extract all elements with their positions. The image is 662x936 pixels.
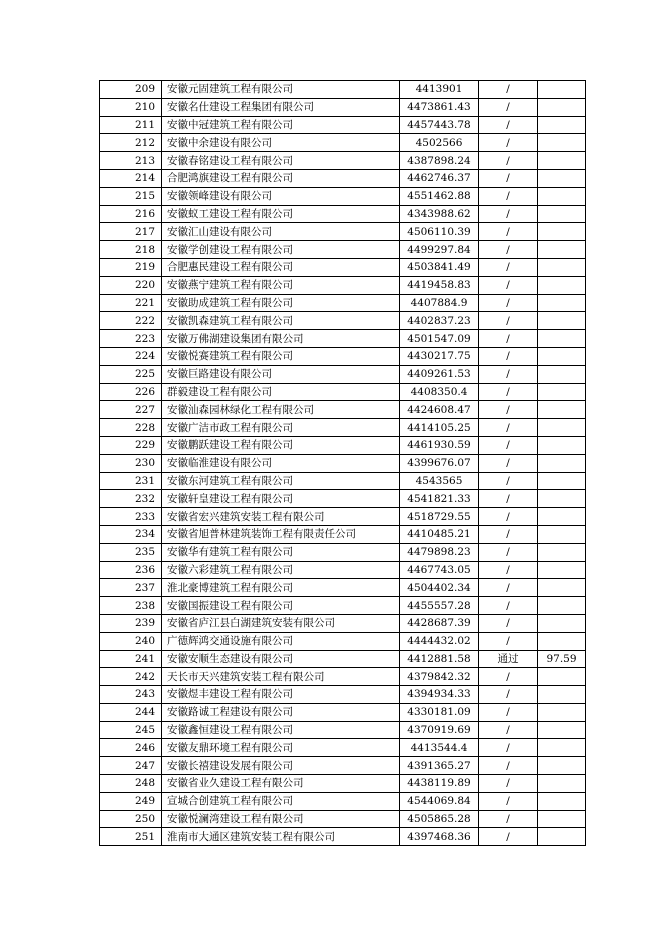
bid-price: 4479898.23 bbox=[400, 543, 479, 561]
row-number: 212 bbox=[100, 134, 162, 152]
row-number: 235 bbox=[100, 543, 162, 561]
review-result: / bbox=[479, 757, 538, 775]
table-body bbox=[100, 81, 586, 846]
row-number: 221 bbox=[100, 294, 162, 312]
score bbox=[538, 276, 586, 294]
table-row bbox=[100, 490, 586, 508]
review-result: / bbox=[479, 472, 538, 490]
score bbox=[538, 401, 586, 419]
bid-price: 4455557.28 bbox=[400, 597, 479, 615]
review-result: / bbox=[479, 419, 538, 437]
bid-price: 4544069.84 bbox=[400, 792, 479, 810]
score bbox=[538, 668, 586, 686]
row-number: 226 bbox=[100, 383, 162, 401]
table-row bbox=[100, 579, 586, 597]
row-number: 238 bbox=[100, 597, 162, 615]
review-result: / bbox=[479, 401, 538, 419]
company-name: 安徽名仕建设工程集团有限公司 bbox=[162, 98, 400, 116]
bid-price: 4504402.34 bbox=[400, 579, 479, 597]
company-name: 安徽中余建设有限公司 bbox=[162, 134, 400, 152]
company-name: 安徽鹏跃建设工程有限公司 bbox=[162, 436, 400, 454]
table-row bbox=[100, 241, 586, 259]
company-name: 安徽煜丰建设工程有限公司 bbox=[162, 686, 400, 704]
company-name: 安徽广洁市政工程有限公司 bbox=[162, 419, 400, 437]
row-number: 236 bbox=[100, 561, 162, 579]
row-number: 210 bbox=[100, 98, 162, 116]
review-result: / bbox=[479, 686, 538, 704]
table-row bbox=[100, 258, 586, 276]
company-name: 安徽华有建筑工程有限公司 bbox=[162, 543, 400, 561]
review-result: / bbox=[479, 98, 538, 116]
bid-price: 4413544.4 bbox=[400, 739, 479, 757]
row-number: 232 bbox=[100, 490, 162, 508]
row-number: 223 bbox=[100, 330, 162, 348]
review-result: / bbox=[479, 152, 538, 170]
bid-price: 4407884.9 bbox=[400, 294, 479, 312]
score bbox=[538, 187, 586, 205]
row-number: 220 bbox=[100, 276, 162, 294]
row-number: 239 bbox=[100, 614, 162, 632]
row-number: 231 bbox=[100, 472, 162, 490]
table-row bbox=[100, 436, 586, 454]
table-row bbox=[100, 187, 586, 205]
row-number: 246 bbox=[100, 739, 162, 757]
table-row bbox=[100, 347, 586, 365]
score bbox=[538, 419, 586, 437]
company-name: 安徽中冠建筑工程有限公司 bbox=[162, 116, 400, 134]
bid-price: 4501547.09 bbox=[400, 330, 479, 348]
row-number: 230 bbox=[100, 454, 162, 472]
bid-price: 4428687.39 bbox=[400, 614, 479, 632]
table-row bbox=[100, 775, 586, 793]
bid-price: 4473861.43 bbox=[400, 98, 479, 116]
bid-price: 4503841.49 bbox=[400, 258, 479, 276]
company-name: 安徽友鼎环境工程有限公司 bbox=[162, 739, 400, 757]
bid-price: 4499297.84 bbox=[400, 241, 479, 259]
company-name: 安徽汕森园林绿化工程有限公司 bbox=[162, 401, 400, 419]
company-name: 安徽助成建筑工程有限公司 bbox=[162, 294, 400, 312]
review-result: / bbox=[479, 614, 538, 632]
table-row bbox=[100, 330, 586, 348]
bid-price: 4430217.75 bbox=[400, 347, 479, 365]
row-number: 251 bbox=[100, 828, 162, 846]
score bbox=[538, 508, 586, 526]
score bbox=[538, 757, 586, 775]
bid-price: 4408350.4 bbox=[400, 383, 479, 401]
company-name: 天长市天兴建筑安装工程有限公司 bbox=[162, 668, 400, 686]
table-row bbox=[100, 525, 586, 543]
table-row bbox=[100, 632, 586, 650]
company-name: 安徽万佛湖建设集团有限公司 bbox=[162, 330, 400, 348]
table-row bbox=[100, 792, 586, 810]
bid-price: 4551462.88 bbox=[400, 187, 479, 205]
row-number: 237 bbox=[100, 579, 162, 597]
review-result: / bbox=[479, 579, 538, 597]
company-name: 安徽春铭建设工程有限公司 bbox=[162, 152, 400, 170]
review-result: / bbox=[479, 739, 538, 757]
bid-price: 4457443.78 bbox=[400, 116, 479, 134]
score bbox=[538, 792, 586, 810]
company-name: 宣城合创建筑工程有限公司 bbox=[162, 792, 400, 810]
company-name: 安徽轩皇建设工程有限公司 bbox=[162, 490, 400, 508]
table-row bbox=[100, 828, 586, 846]
table-row bbox=[100, 668, 586, 686]
table-row bbox=[100, 134, 586, 152]
row-number: 211 bbox=[100, 116, 162, 134]
score bbox=[538, 775, 586, 793]
bid-price: 4397468.36 bbox=[400, 828, 479, 846]
review-result: / bbox=[479, 792, 538, 810]
review-result: / bbox=[479, 116, 538, 134]
review-result: / bbox=[479, 312, 538, 330]
bid-price: 4462746.37 bbox=[400, 169, 479, 187]
row-number: 213 bbox=[100, 152, 162, 170]
table-row bbox=[100, 810, 586, 828]
company-name: 安徽蚁工建设工程有限公司 bbox=[162, 205, 400, 223]
bid-price: 4467743.05 bbox=[400, 561, 479, 579]
table-row bbox=[100, 561, 586, 579]
table-row bbox=[100, 205, 586, 223]
score bbox=[538, 436, 586, 454]
row-number: 224 bbox=[100, 347, 162, 365]
row-number: 227 bbox=[100, 401, 162, 419]
review-result: / bbox=[479, 668, 538, 686]
score bbox=[538, 543, 586, 561]
bid-price: 4391365.27 bbox=[400, 757, 479, 775]
row-number: 215 bbox=[100, 187, 162, 205]
score bbox=[538, 258, 586, 276]
table-row bbox=[100, 81, 586, 99]
row-number: 245 bbox=[100, 721, 162, 739]
review-result: / bbox=[479, 543, 538, 561]
review-result: / bbox=[479, 241, 538, 259]
review-result: / bbox=[479, 205, 538, 223]
review-result: / bbox=[479, 561, 538, 579]
bid-price: 4419458.83 bbox=[400, 276, 479, 294]
company-name: 淮北豪博建筑工程有限公司 bbox=[162, 579, 400, 597]
review-result: / bbox=[479, 721, 538, 739]
table-row bbox=[100, 401, 586, 419]
bid-price: 4502566 bbox=[400, 134, 479, 152]
company-name: 安徽临淮建设有限公司 bbox=[162, 454, 400, 472]
bid-price: 4424608.47 bbox=[400, 401, 479, 419]
company-name: 安徽悦澜湾建设工程有限公司 bbox=[162, 810, 400, 828]
company-name: 安徽领峰建设有限公司 bbox=[162, 187, 400, 205]
row-number: 250 bbox=[100, 810, 162, 828]
review-result: / bbox=[479, 365, 538, 383]
company-name: 合肥鸿旗建设工程有限公司 bbox=[162, 169, 400, 187]
table-row bbox=[100, 757, 586, 775]
row-number: 247 bbox=[100, 757, 162, 775]
bid-price: 4414105.25 bbox=[400, 419, 479, 437]
table-row bbox=[100, 98, 586, 116]
table-row bbox=[100, 543, 586, 561]
row-number: 248 bbox=[100, 775, 162, 793]
score bbox=[538, 241, 586, 259]
score bbox=[538, 828, 586, 846]
score bbox=[538, 365, 586, 383]
table-row bbox=[100, 597, 586, 615]
review-result: / bbox=[479, 828, 538, 846]
bid-price: 4379842.32 bbox=[400, 668, 479, 686]
review-result: / bbox=[479, 810, 538, 828]
score bbox=[538, 632, 586, 650]
bid-price: 4330181.09 bbox=[400, 703, 479, 721]
company-name: 广德辉鸿交通设施有限公司 bbox=[162, 632, 400, 650]
score bbox=[538, 294, 586, 312]
score: 97.59 bbox=[538, 650, 586, 668]
table-row bbox=[100, 223, 586, 241]
score bbox=[538, 703, 586, 721]
review-result: / bbox=[479, 169, 538, 187]
company-name: 安徽燕宁建筑工程有限公司 bbox=[162, 276, 400, 294]
company-name: 安徽长禧建设发展有限公司 bbox=[162, 757, 400, 775]
table-row bbox=[100, 686, 586, 704]
table-row bbox=[100, 454, 586, 472]
company-name: 安徽路诚工程建设有限公司 bbox=[162, 703, 400, 721]
company-name: 安徽鑫恒建设工程有限公司 bbox=[162, 721, 400, 739]
bid-price: 4387898.24 bbox=[400, 152, 479, 170]
table-row bbox=[100, 169, 586, 187]
review-result: 通过 bbox=[479, 650, 538, 668]
company-name: 安徽国振建设工程有限公司 bbox=[162, 597, 400, 615]
company-name: 安徽省宏兴建筑安装工程有限公司 bbox=[162, 508, 400, 526]
row-number: 225 bbox=[100, 365, 162, 383]
company-name: 合肥惠民建设工程有限公司 bbox=[162, 258, 400, 276]
row-number: 222 bbox=[100, 312, 162, 330]
score bbox=[538, 223, 586, 241]
bid-price: 4438119.89 bbox=[400, 775, 479, 793]
row-number: 234 bbox=[100, 525, 162, 543]
row-number: 233 bbox=[100, 508, 162, 526]
review-result: / bbox=[479, 330, 538, 348]
score bbox=[538, 347, 586, 365]
review-result: / bbox=[479, 436, 538, 454]
review-result: / bbox=[479, 597, 538, 615]
score bbox=[538, 472, 586, 490]
table-row bbox=[100, 508, 586, 526]
row-number: 240 bbox=[100, 632, 162, 650]
bid-price: 4518729.55 bbox=[400, 508, 479, 526]
company-name: 群毅建设工程有限公司 bbox=[162, 383, 400, 401]
score bbox=[538, 597, 586, 615]
review-result: / bbox=[479, 347, 538, 365]
review-result: / bbox=[479, 508, 538, 526]
score bbox=[538, 205, 586, 223]
review-result: / bbox=[479, 703, 538, 721]
score bbox=[538, 721, 586, 739]
score bbox=[538, 614, 586, 632]
bid-results-table bbox=[99, 80, 586, 846]
score bbox=[538, 739, 586, 757]
row-number: 214 bbox=[100, 169, 162, 187]
bid-price: 4541821.33 bbox=[400, 490, 479, 508]
score bbox=[538, 525, 586, 543]
table-row bbox=[100, 294, 586, 312]
review-result: / bbox=[479, 632, 538, 650]
score bbox=[538, 312, 586, 330]
review-result: / bbox=[479, 81, 538, 99]
review-result: / bbox=[479, 223, 538, 241]
review-result: / bbox=[479, 775, 538, 793]
row-number: 244 bbox=[100, 703, 162, 721]
review-result: / bbox=[479, 258, 538, 276]
bid-price: 4461930.59 bbox=[400, 436, 479, 454]
table-row bbox=[100, 116, 586, 134]
review-result: / bbox=[479, 134, 538, 152]
table-row bbox=[100, 703, 586, 721]
table-row bbox=[100, 650, 586, 668]
bid-price: 4505865.28 bbox=[400, 810, 479, 828]
bid-price: 4394934.33 bbox=[400, 686, 479, 704]
company-name: 安徽省业久建设工程有限公司 bbox=[162, 775, 400, 793]
bid-price: 4444432.02 bbox=[400, 632, 479, 650]
table-row bbox=[100, 419, 586, 437]
company-name: 安徽省旭普林建筑装饰工程有限责任公司 bbox=[162, 525, 400, 543]
bid-price: 4543565 bbox=[400, 472, 479, 490]
table-row bbox=[100, 739, 586, 757]
row-number: 249 bbox=[100, 792, 162, 810]
company-name: 安徽汇山建设有限公司 bbox=[162, 223, 400, 241]
row-number: 218 bbox=[100, 241, 162, 259]
score bbox=[538, 383, 586, 401]
row-number: 217 bbox=[100, 223, 162, 241]
score bbox=[538, 490, 586, 508]
table-row bbox=[100, 614, 586, 632]
company-name: 安徽巨路建设有限公司 bbox=[162, 365, 400, 383]
review-result: / bbox=[479, 454, 538, 472]
score bbox=[538, 579, 586, 597]
score bbox=[538, 116, 586, 134]
row-number: 216 bbox=[100, 205, 162, 223]
bid-price: 4506110.39 bbox=[400, 223, 479, 241]
table-row bbox=[100, 721, 586, 739]
company-name: 安徽东河建筑工程有限公司 bbox=[162, 472, 400, 490]
review-result: / bbox=[479, 187, 538, 205]
company-name: 淮南市大通区建筑安装工程有限公司 bbox=[162, 828, 400, 846]
table-row bbox=[100, 312, 586, 330]
bid-price: 4343988.62 bbox=[400, 205, 479, 223]
table-row bbox=[100, 365, 586, 383]
row-number: 243 bbox=[100, 686, 162, 704]
review-result: / bbox=[479, 490, 538, 508]
bid-price: 4402837.23 bbox=[400, 312, 479, 330]
table-row bbox=[100, 276, 586, 294]
score bbox=[538, 98, 586, 116]
company-name: 安徽悦赛建筑工程有限公司 bbox=[162, 347, 400, 365]
score bbox=[538, 686, 586, 704]
row-number: 229 bbox=[100, 436, 162, 454]
review-result: / bbox=[479, 383, 538, 401]
row-number: 219 bbox=[100, 258, 162, 276]
bid-price: 4370919.69 bbox=[400, 721, 479, 739]
table-row bbox=[100, 152, 586, 170]
bid-price: 4410485.21 bbox=[400, 525, 479, 543]
company-name: 安徽元固建筑工程有限公司 bbox=[162, 81, 400, 99]
score bbox=[538, 330, 586, 348]
table-row bbox=[100, 383, 586, 401]
row-number: 241 bbox=[100, 650, 162, 668]
score bbox=[538, 810, 586, 828]
score bbox=[538, 134, 586, 152]
score bbox=[538, 81, 586, 99]
score bbox=[538, 561, 586, 579]
score bbox=[538, 152, 586, 170]
row-number: 209 bbox=[100, 81, 162, 99]
company-name: 安徽学创建设工程有限公司 bbox=[162, 241, 400, 259]
row-number: 228 bbox=[100, 419, 162, 437]
table-row bbox=[100, 472, 586, 490]
review-result: / bbox=[479, 294, 538, 312]
company-name: 安徽六彩建筑工程有限公司 bbox=[162, 561, 400, 579]
review-result: / bbox=[479, 276, 538, 294]
row-number: 242 bbox=[100, 668, 162, 686]
company-name: 安徽凯森建筑工程有限公司 bbox=[162, 312, 400, 330]
score bbox=[538, 169, 586, 187]
bid-price: 4409261.53 bbox=[400, 365, 479, 383]
bid-price: 4399676.07 bbox=[400, 454, 479, 472]
company-name: 安徽安顺生态建设有限公司 bbox=[162, 650, 400, 668]
score bbox=[538, 454, 586, 472]
bid-price: 4412881.58 bbox=[400, 650, 479, 668]
company-name: 安徽省庐江县白湖建筑安装有限公司 bbox=[162, 614, 400, 632]
bid-price: 4413901 bbox=[400, 81, 479, 99]
review-result: / bbox=[479, 525, 538, 543]
